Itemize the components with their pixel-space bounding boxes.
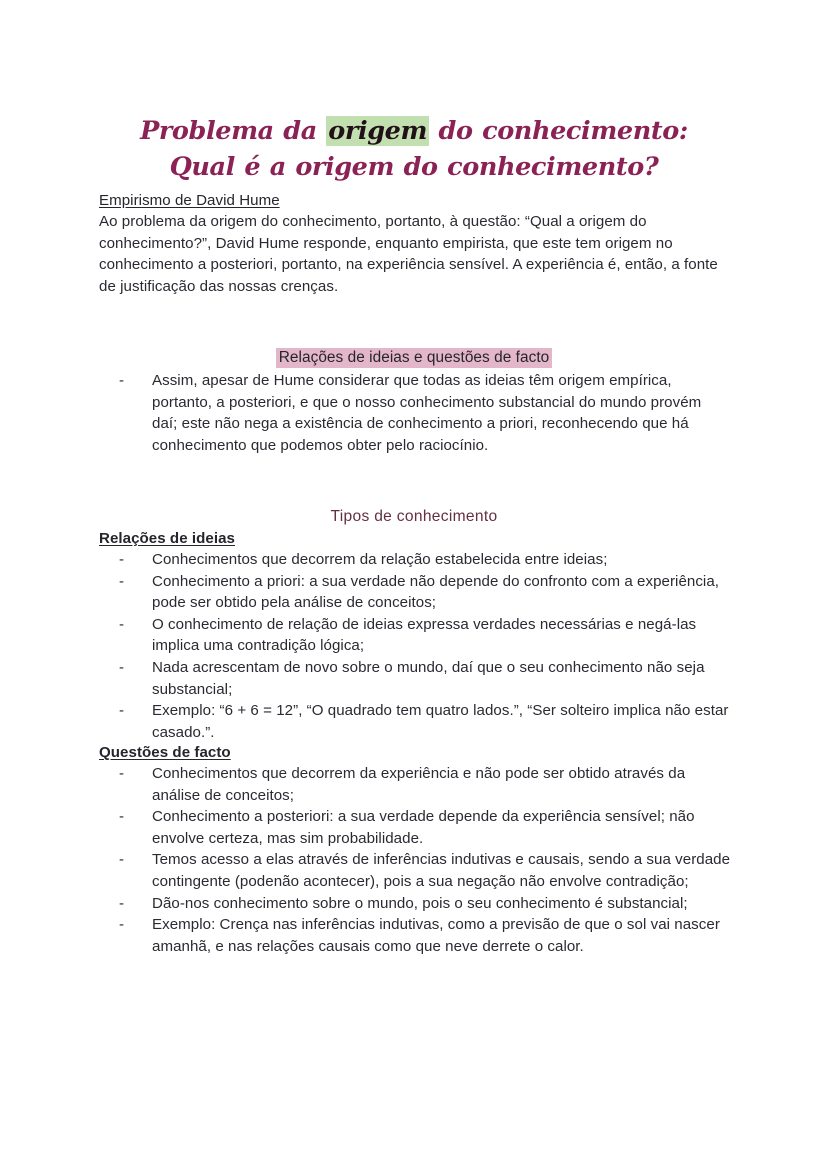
paragraph-empirismo: Ao problema da origem do conhecimento, portanto, à questão: “Qual a origem do conhecimento?”, David Hume responde, enquanto empirista, que este tem origem no conhecimento a posteriori, portanto, na experiência sensível. A experiência é, então, a fonte de justificação das nossas crenças. (99, 213, 718, 295)
list-item: - Conhecimento a priori: a sua verdade não depende do confronto com a experiência, pode ser obtido pela análise de conceitos; (119, 571, 733, 614)
heading-empirismo-de-david-hume: Empirismo de David Hume (99, 192, 280, 209)
list-item: - Temos acesso a elas através de inferências indutivas e causais, sendo a sua verdade contingente (podenão acontecer), pois a sua negação não envolve contradição; (119, 849, 733, 892)
heading-tipos-de-conhecimento: Tipos de conhecimento (330, 508, 498, 525)
highlight-band: Relações de ideias e questões de facto (276, 348, 553, 368)
list-item: - O conhecimento de relação de ideias expressa verdades necessárias e negá-las implica uma contradição lógica; (119, 614, 733, 657)
questoes-de-facto-list (99, 763, 733, 957)
list-item: - Conhecimentos que decorrem da experiência e não pode ser obtido através da análise de conceitos; (119, 763, 733, 806)
title-highlight-origem: origem (328, 116, 428, 147)
heading-relacoes-de-ideias: Relações de ideias (99, 530, 235, 547)
list-item: - Exemplo: “6 + 6 = 12”, “O quadrado tem quatro lados.”, “Ser solteiro implica não estar casado.”. (119, 700, 733, 743)
list-item: - Nada acrescentam de novo sobre o mundo, daí que o seu conhecimento não seja substancial; (119, 657, 733, 700)
list-item: - Exemplo: Crença nas inferências indutivas, como a previsão de que o sol vai nascer amanhã, e nas relações causais como que neve derrete o calor. (119, 914, 733, 957)
heading-questoes-de-facto: Questões de facto (99, 744, 231, 761)
list-item: - Conhecimentos que decorrem da relação estabelecida entre ideias; (119, 549, 733, 571)
relacoes-de-ideias-list (99, 549, 733, 743)
title-part-before: Problema da (140, 116, 327, 147)
page-title (112, 113, 716, 185)
intro-bullet-list (99, 370, 713, 456)
heading-relacoes-e-questoes-highlighted (0, 347, 828, 368)
list-item: - Dão-nos conhecimento sobre o mundo, pois o seu conhecimento é substancial; (119, 893, 733, 915)
list-item: - Conhecimento a posteriori: a sua verdade depende da experiência sensível; não envolve certeza, mas sim probabilidade. (119, 806, 733, 849)
list-item: - Assim, apesar de Hume considerar que todas as ideias têm origem empírica, portanto, a posteriori, e que o nosso conhecimento substancial do mundo provém daí; este não nega a existência de conhecimento a priori, reconhecendo que há conhecimento que podemos obter pelo raciocínio. (119, 370, 713, 456)
title-part-after: do conhecimento: Qual é a origem do conhecimento? (169, 116, 688, 183)
